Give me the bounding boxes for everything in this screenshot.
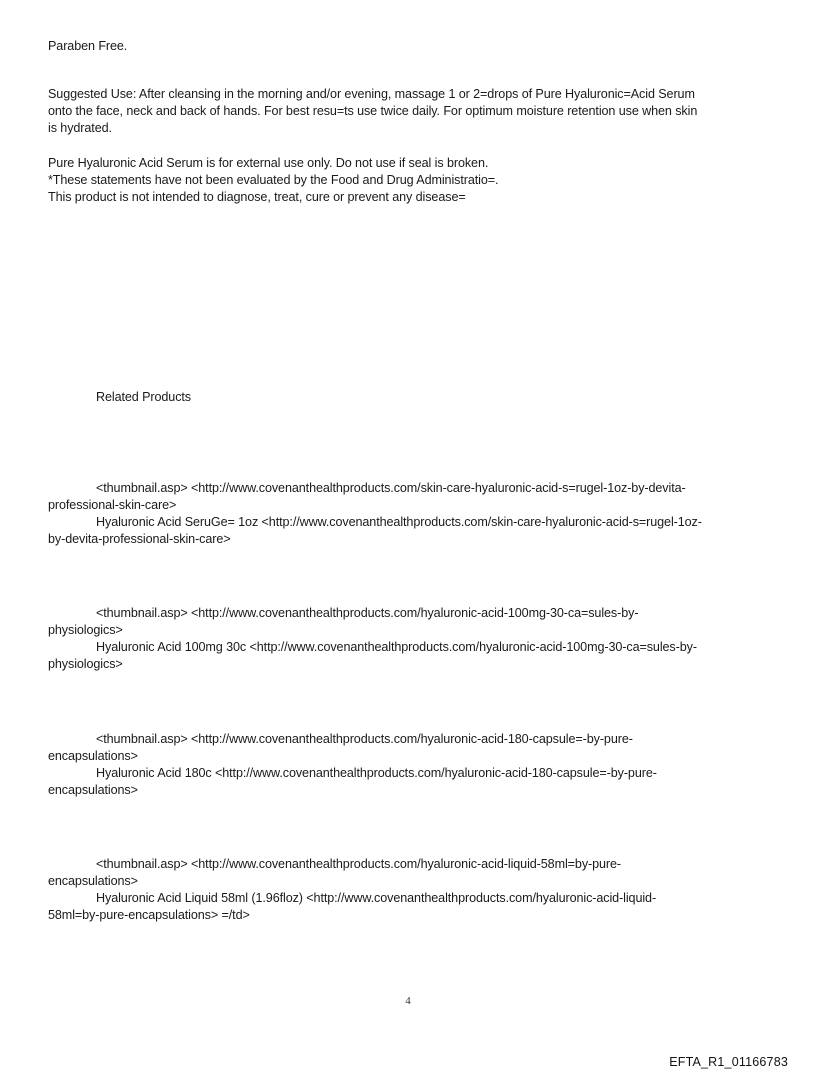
suggested-use-line-3: is hydrated. [48,121,112,135]
product-link-continued[interactable]: by-devita-professional-skin-care> [48,532,231,546]
thumbnail-link[interactable]: <thumbnail.asp> <http://www.covenanthealthproducts.com/hyaluronic-acid-100mg-30-ca=sules-by- [96,606,639,620]
product-link-continued[interactable]: 58ml=by-pure-encapsulations> =/td> [48,908,250,922]
thumbnail-link-continued[interactable]: physiologics> [48,623,123,637]
product-link[interactable]: Hyaluronic Acid 100mg 30c <http://www.covenanthealthproducts.com/hyaluronic-acid-100mg-30-ca=sules-by- [96,640,697,654]
warning-line-2: *These statements have not been evaluated by the Food and Drug Administratio=. [48,173,499,187]
thumbnail-link-continued[interactable]: professional-skin-care> [48,498,177,512]
paraben-free-text [48,38,768,55]
product-link[interactable]: Hyaluronic Acid SeruGe= 1oz <http://www.covenanthealthproducts.com/skin-care-hyaluronic-acid-s=rugel-1oz- [96,515,702,529]
warning-line-1: Pure Hyaluronic Acid Serum is for external use only. Do not use if seal is broken. [48,156,489,170]
suggested-use-line-2: onto the face, neck and back of hands. For best resu=ts use twice daily. For optimum moisture retention use when skin [48,104,698,118]
document-id: EFTA_R1_01166783 [669,1055,788,1069]
thumbnail-link-continued[interactable]: encapsulations> [48,874,138,888]
thumbnail-link-continued[interactable]: encapsulations> [48,749,138,763]
related-product-item [48,731,768,799]
paraben-line: Paraben Free. [48,39,128,53]
product-link-continued[interactable]: physiologics> [48,657,123,671]
product-link-continued[interactable]: encapsulations> [48,783,138,797]
warnings-paragraph [48,155,768,206]
product-link[interactable]: Hyaluronic Acid 180c <http://www.covenanthealthproducts.com/hyaluronic-acid-180-capsule=-by-pure- [96,766,657,780]
suggested-use-paragraph [48,86,768,137]
thumbnail-link[interactable]: <thumbnail.asp> <http://www.covenanthealthproducts.com/hyaluronic-acid-liquid-58ml=by-pure- [96,857,622,871]
suggested-use-line-1: Suggested Use: After cleansing in the morning and/or evening, massage 1 or 2=drops of Pure Hyaluronic=Acid Serum [48,87,695,101]
thumbnail-link[interactable]: <thumbnail.asp> <http://www.covenanthealthproducts.com/hyaluronic-acid-180-capsule=-by-pure- [96,732,633,746]
related-product-item [48,605,768,673]
related-products-heading: Related Products [96,390,192,404]
product-link[interactable]: Hyaluronic Acid Liquid 58ml (1.96floz) <http://www.covenanthealthproducts.com/hyaluronic-acid-liquid- [96,891,657,905]
related-product-item [48,856,768,924]
thumbnail-link[interactable]: <thumbnail.asp> <http://www.covenanthealthproducts.com/skin-care-hyaluronic-acid-s=rugel-1oz-by-devita- [96,481,686,495]
warning-line-3: This product is not intended to diagnose, treat, cure or prevent any disease= [48,190,466,204]
page-number: 4 [405,995,411,1007]
related-product-item [48,480,768,548]
